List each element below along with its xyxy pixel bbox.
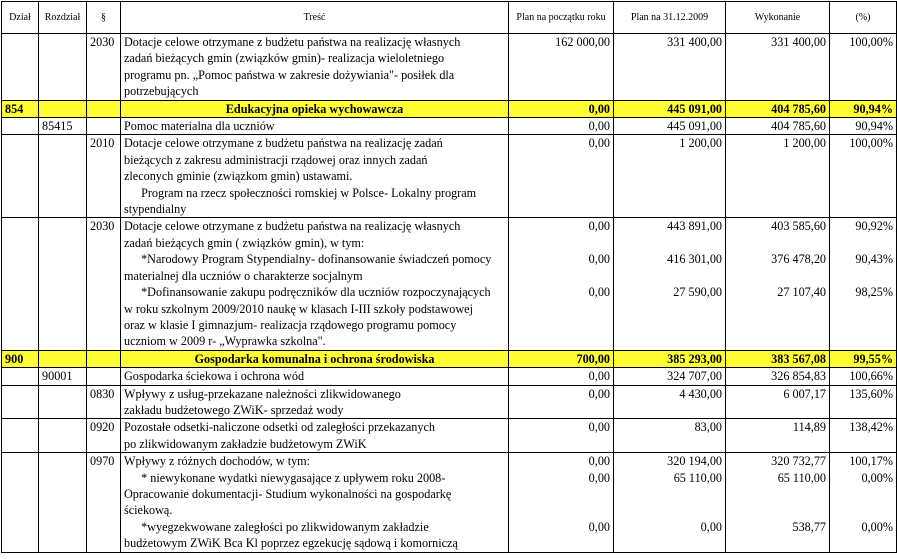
percent: 99,55% — [830, 350, 897, 367]
table-row — [2, 419, 897, 453]
execution: 326 854,83 — [726, 368, 830, 385]
plan-end: 331 400,00 — [614, 34, 726, 101]
execution: 6 007,17 — [726, 385, 830, 419]
percent: 100,17% 0,00% 0,00% — [830, 453, 897, 552]
execution: 404 785,60 — [726, 118, 830, 135]
execution: 114,89 — [726, 419, 830, 453]
plan-end: 445 091,00 — [614, 100, 726, 117]
paragraf-code: 2010 — [87, 135, 121, 218]
plan-start: 0,00 — [509, 419, 614, 453]
dzial-code: 854 — [2, 100, 39, 117]
dzial-row — [2, 100, 897, 117]
percent: 135,60% — [830, 385, 897, 419]
paragraf-code: 0830 — [87, 385, 121, 419]
rozdzial-title: Pomoc materialna dla uczniów — [121, 118, 509, 135]
row-text: Dotacje celowe otrzymane z budżetu państwa na realizację własnych zadań bieżących gmin ( związków gmin), w tym: *Narodowy Program Stypendialny- dofinansowanie świadczeń pomocy materialnej dla uczniów o charakterze socjalnym *Dofinansowanie zakupu podręczników dla uczniów rozpoczynających w roku szkolnym 2009/2010 naukę w klasach I-III szkoły podstawowej oraz w klasie I gimnazjum- realizacja rządowego programu pomocy uczniom w 2009 r- „Wyprawka szkolna". — [121, 218, 509, 350]
dzial-code: 900 — [2, 350, 39, 367]
header-percent: (%) — [830, 2, 897, 34]
rozdzial-row — [2, 118, 897, 135]
rozdzial-code: 85415 — [39, 118, 87, 135]
plan-end: 83,00 — [614, 419, 726, 453]
paragraf-code: 2030 — [87, 34, 121, 101]
rozdzial-row — [2, 368, 897, 385]
plan-start: 162 000,00 — [509, 34, 614, 101]
table-row — [2, 453, 897, 552]
dzial-title: Edukacyjna opieka wychowawcza — [121, 100, 509, 117]
plan-start: 0,00 — [509, 368, 614, 385]
plan-end: 443 891,00 416 301,00 27 590,00 — [614, 218, 726, 350]
dzial-title: Gospodarka komunalna i ochrona środowiska — [121, 350, 509, 367]
paragraf-code: 2030 — [87, 218, 121, 350]
row-text: Dotacje celowe otrzymane z budżetu państwa na realizację własnych zadań bieżących gmin (związków gmin)- realizacja wieloletniego programu pn. „Pomoc państwa w zakresie dożywiania"- posiłek dla potrzebujących — [121, 34, 509, 101]
plan-start: 700,00 — [509, 350, 614, 367]
plan-end: 445 091,00 — [614, 118, 726, 135]
row-text: Pozostałe odsetki-naliczone odsetki od zaległości przekazanych po zlikwidowanym zakładzie budżetowym ZWiK — [121, 419, 509, 453]
header-execution: Wykonanie — [726, 2, 830, 34]
percent: 100,00% — [830, 135, 897, 218]
header-tresc: Treść — [121, 2, 509, 34]
plan-start: 0,00 — [509, 100, 614, 117]
table-row — [2, 34, 897, 101]
plan-end: 385 293,00 — [614, 350, 726, 367]
plan-start: 0,00 0,00 0,00 — [509, 453, 614, 552]
table-row — [2, 385, 897, 419]
plan-start: 0,00 0,00 0,00 — [509, 218, 614, 350]
row-text: Wpływy z usług-przekazane należności zlikwidowanego zakładu budżetowego ZWiK- sprzedaż wody — [121, 385, 509, 419]
plan-end: 320 194,00 65 110,00 0,00 — [614, 453, 726, 552]
header-dzial: Dział — [2, 2, 39, 34]
plan-end: 324 707,00 — [614, 368, 726, 385]
row-text: Dotacje celowe otrzymane z budżetu państwa na realizację zadań bieżących z zakresu administracji rządowej oraz innych zadań zleconych gminie (związkom gmin) ustawami. Program na rzecz społeczności romskiej w Polsce- Lokalny program stypendialny — [121, 135, 509, 218]
paragraf-code: 0920 — [87, 419, 121, 453]
plan-end: 1 200,00 — [614, 135, 726, 218]
execution: 320 732,77 65 110,00 538,77 — [726, 453, 830, 552]
execution: 383 567,08 — [726, 350, 830, 367]
execution: 403 585,60 376 478,20 27 107,40 — [726, 218, 830, 350]
percent: 100,00% — [830, 34, 897, 101]
execution: 331 400,00 — [726, 34, 830, 101]
paragraf-code: 0970 — [87, 453, 121, 552]
dzial-row — [2, 350, 897, 367]
execution: 404 785,60 — [726, 100, 830, 117]
header-plan-start: Plan na początku roku — [509, 2, 614, 34]
table-row — [2, 218, 897, 350]
table-row — [2, 135, 897, 218]
plan-start: 0,00 — [509, 385, 614, 419]
percent: 90,94% — [830, 100, 897, 117]
percent: 90,94% — [830, 118, 897, 135]
plan-end: 4 430,00 — [614, 385, 726, 419]
plan-start: 0,00 — [509, 135, 614, 218]
header-row — [2, 2, 897, 34]
budget-table — [1, 1, 897, 553]
header-paragraf: § — [87, 2, 121, 34]
plan-start: 0,00 — [509, 118, 614, 135]
percent: 90,92% 90,43% 98,25% — [830, 218, 897, 350]
execution: 1 200,00 — [726, 135, 830, 218]
percent: 100,66% — [830, 368, 897, 385]
percent: 138,42% — [830, 419, 897, 453]
header-plan-end: Plan na 31.12.2009 — [614, 2, 726, 34]
row-text: Wpływy z różnych dochodów, w tym: * niewykonane wydatki niewygasające z upływem roku 2008- Opracowanie dokumentacji- Studium wykonalności na gospodarkę ściekową. *wyegzekwowane zaległości po zlikwidowanym zakładzie budżetowym ZWiK Bca Kl poprzez egzekucję sądową i komorniczą — [121, 453, 509, 552]
header-rozdzial: Rozdział — [39, 2, 87, 34]
rozdzial-code: 90001 — [39, 368, 87, 385]
rozdzial-title: Gospodarka ściekowa i ochrona wód — [121, 368, 509, 385]
